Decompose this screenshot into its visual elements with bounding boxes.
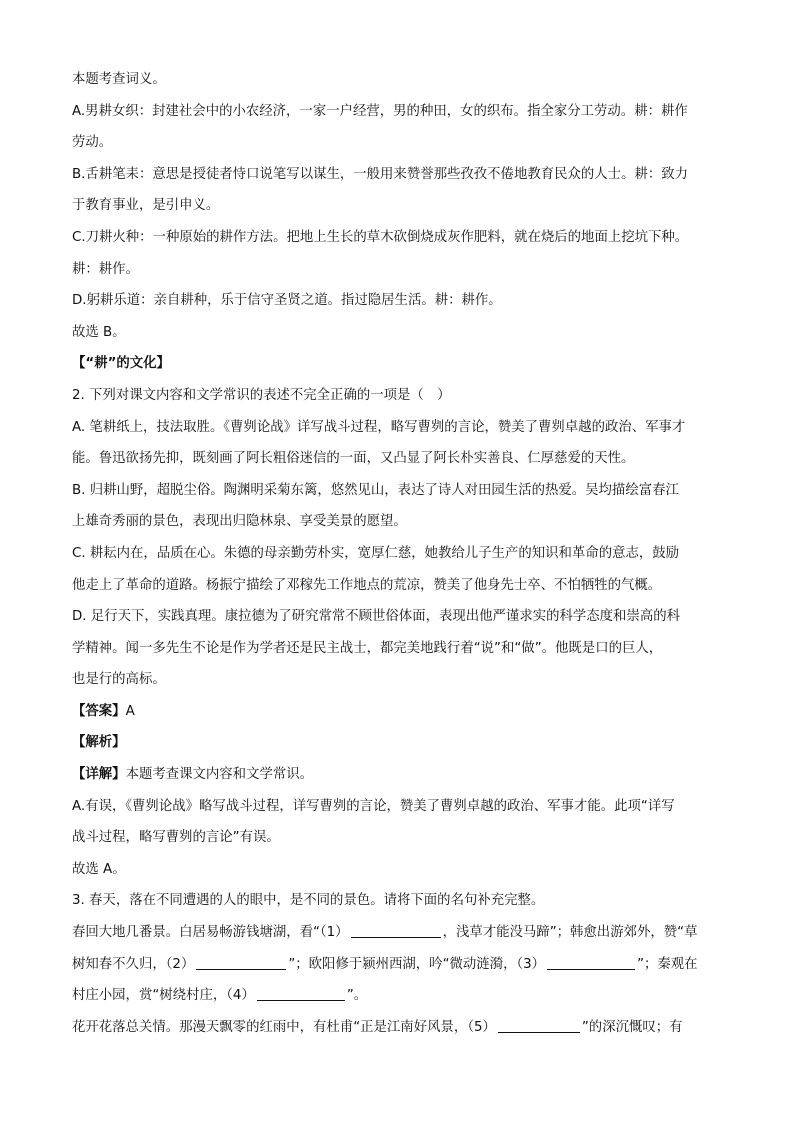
- text-segment: ”；欧阳修于颍州西湖，吟“微动涟漪，（3）: [288, 956, 546, 972]
- text-segment: 树知春不久归，（2）: [72, 956, 195, 972]
- fill-line: [72, 980, 730, 1012]
- text-line: 故选 B。: [72, 324, 126, 340]
- fill-line: [72, 1012, 730, 1044]
- fill-blank-5[interactable]: [498, 1018, 580, 1033]
- fill-blank-2[interactable]: [196, 955, 286, 970]
- text-line: A.有误，《曹刿论战》略写战斗过程，详写曹刿的言论，赞美了曹刿卓越的政治、军事才能。此项“详写: [72, 798, 675, 814]
- option-b: B. 归耕山野，超脱尘俗。陶渊明采菊东篱，悠然见山，表达了诗人对田园生活的热爱。吴均描绘富春江: [72, 482, 679, 498]
- text-line: 能。鲁迅欲扬先抑，既刻画了阿长粗俗迷信的一面，又凸显了阿长朴实善良、仁厚慈爱的天性。: [72, 451, 635, 467]
- text-line: D.躬耕乐道：亲自耕种，乐于信守圣贤之道。指过隐居生活。耕：耕作。: [72, 293, 502, 309]
- text-line: 他走上了革命的道路。杨振宁描绘了邓稼先工作地点的荒凉，赞美了他身先士卒、不怕牺牲的气概。: [72, 577, 662, 593]
- text-line: C.刀耕火种：一种原始的耕作方法。把地上生长的草木砍倒烧成灰作肥料，就在烧后的地面上挖坑下种。: [72, 229, 689, 245]
- answer-line: [72, 696, 730, 728]
- text-line: 于教育事业，是引申义。: [72, 198, 220, 214]
- option-d: D. 足行天下，实践真理。康拉德为了研究常常不顾世俗体面，表现出他严谨求实的科学态度和崇高的科: [72, 609, 681, 625]
- detail-line: [72, 759, 730, 791]
- section-heading: 【“耕”的文化】: [72, 356, 170, 372]
- text-line: A.男耕女织：封建社会中的小农经济，一家一户经营，男的种田，女的织布。指全家分工劳动。耕：耕作: [72, 103, 688, 119]
- fill-line: [72, 949, 730, 981]
- text-line: 劳动。: [72, 135, 113, 151]
- text-segment: ”；秦观在: [637, 956, 698, 972]
- text-line: B.舌耕笔耒：意思是授徒者恃口说笔写以谋生，一般用来赞誉那些孜孜不倦地教育民众的人士。耕：致力: [72, 166, 689, 182]
- fill-blank-4[interactable]: [257, 986, 345, 1001]
- fill-blank-1[interactable]: [351, 923, 441, 938]
- text-segment: ”的深沉慨叹；有: [581, 1019, 683, 1035]
- detail-label: 【详解】: [72, 767, 126, 783]
- text-line: 战斗过程，略写曹刿的言论”有误。: [72, 830, 280, 846]
- text-line: 也是行的高标。: [72, 672, 166, 688]
- text-segment: 花开花落总关情。那漫天飘零的红雨中，有杜甫“正是江南好风景，（5）: [72, 1019, 496, 1035]
- fill-line: [72, 917, 730, 949]
- text-line: 上雄奇秀丽的景色，表现出归隐林泉、享受美景的愿望。: [72, 514, 407, 530]
- text-segment: ”。: [346, 988, 368, 1004]
- analysis-label: 【解析】: [72, 735, 126, 751]
- fill-blank-3[interactable]: [547, 955, 635, 970]
- detail-text: 本题考查课文内容和文学常识。: [125, 767, 314, 783]
- text-line: 故选 A。: [72, 861, 126, 877]
- question-3-stem: 3. 春天，落在不同遭遇的人的眼中，是不同的景色。请将下面的名句补充完整。: [72, 893, 545, 909]
- question-2-stem: 2. 下列对课文内容和文学常识的表述不完全正确的一项是（ ）: [72, 387, 451, 403]
- answer-value: A: [125, 703, 135, 719]
- text-line: 耕：耕作。: [72, 261, 139, 277]
- text-line: 本题考查词义。: [72, 72, 166, 87]
- option-a: A. 笔耕纸上，技法取胜。《曹刿论战》详写战斗过程，略写曹刿的言论，赞美了曹刿卓越的政治、军事才: [72, 419, 686, 435]
- answer-label: 【答案】: [72, 703, 126, 719]
- option-c: C. 耕耘内在，品质在心。朱德的母亲勤劳朴实，宽厚仁慈，她教给儿子生产的知识和革命的意志，鼓励: [72, 545, 680, 561]
- text-line: 学精神。闻一多先生不论是作为学者还是民主战士，都完美地践行着“说”和“做”。他既是口的巨人，: [72, 640, 663, 656]
- text-segment: 春回大地几番景。白居易畅游钱塘湖，看“（1）: [72, 925, 349, 941]
- text-segment: ，浅草才能没马蹄”；韩愈出游郊外，赞“草: [442, 925, 698, 941]
- text-segment: 村庄小园，赏“树绕村庄，（4）: [72, 988, 255, 1004]
